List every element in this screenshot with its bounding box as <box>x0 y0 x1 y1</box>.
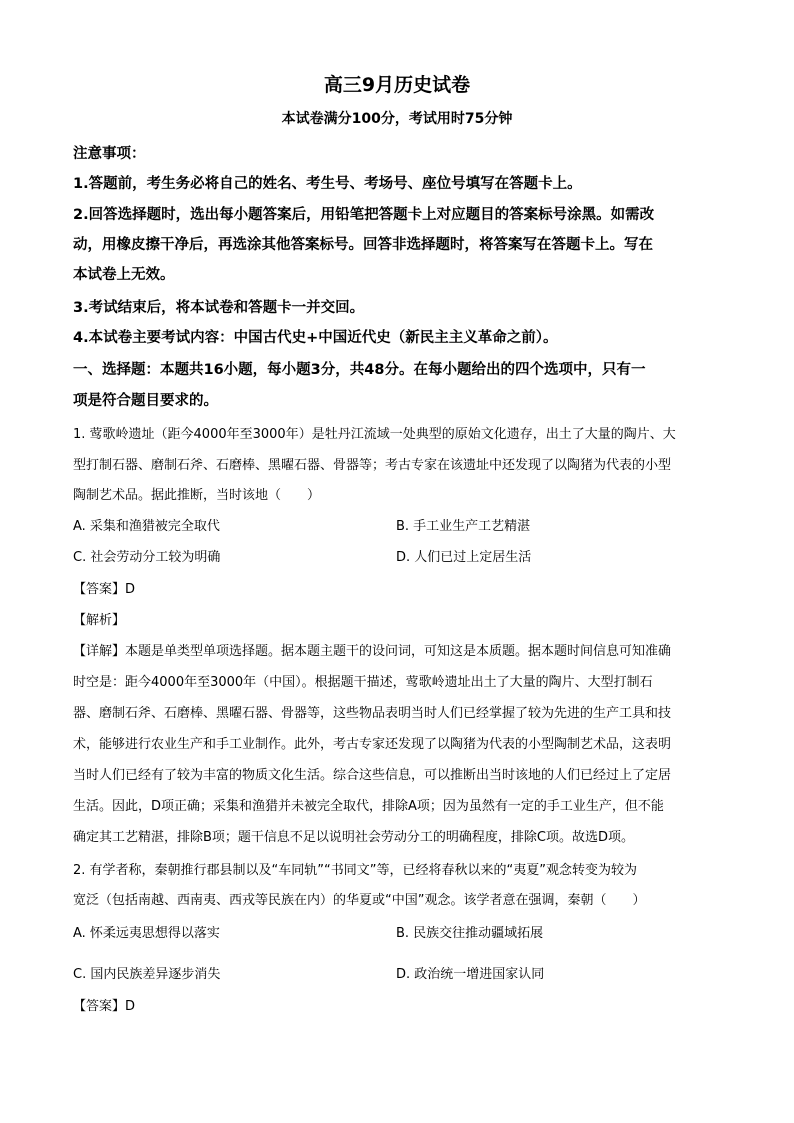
section-heading: 一、选择题：本题共16小题，每小题3分，共48分。在每小题给出的四个选项中，只有一 <box>73 362 646 378</box>
explanation-line: 【详解】本题是单类型单项选择题。据本题主题干的设问词，可知这是本质题。据本题时间信息可知准确 <box>73 644 672 659</box>
answer-label: 【答案】D <box>73 999 136 1014</box>
notice-heading: 注意事项： <box>73 146 146 162</box>
page-title: 高三9月历史试卷 <box>323 74 471 96</box>
explanation-line: 确定其工艺精湛，排除B项；题干信息不足以说明社会劳动分工的明确程度，排除C项。故选D项。 <box>73 830 635 845</box>
notice-line: 2.回答选择题时，选出每小题答案后，用铅笔把答题卡上对应题目的答案标号涂黑。如需改 <box>73 207 655 223</box>
notice-line: 4.本试卷主要考试内容：中国古代史+中国近代史（新民主主义革命之前）。 <box>73 330 558 346</box>
answer-label: 【答案】D <box>73 582 136 597</box>
page-subtitle: 本试卷满分100分，考试用时75分钟 <box>281 111 513 127</box>
notice-line: 动，用橡皮擦干净后，再选涂其他答案标号。回答非选择题时，将答案写在答题卡上。写在 <box>73 237 653 253</box>
explanation-line: 术，能够进行农业生产和手工业制作。此外，考古专家还发现了以陶猪为代表的小型陶制艺术品，这表明 <box>73 737 672 752</box>
notice-line: 3.考试结束后，将本试卷和答题卡一并交回。 <box>73 300 365 316</box>
explanation-line: 时空是：距今4000年至3000年（中国）。根据题干描述，莺歌岭遗址出土了大量的陶片、大型打制石 <box>73 675 653 690</box>
question-stem: 陶制艺术品。据此推断，当时该地（ ） <box>73 488 321 503</box>
notice-line: 本试卷上无效。 <box>73 267 175 283</box>
option-d: D. 政治统一增进国家认同 <box>396 967 545 982</box>
section-heading: 项是符合题目要求的。 <box>73 393 218 409</box>
option-d: D. 人们已过上定居生活 <box>396 550 532 565</box>
question-stem: 2. 有学者称，秦朝推行郡县制以及“车同轨”“书同文”等，已经将春秋以来的“夷夏”观念转变为较为 <box>73 863 637 878</box>
option-b: B. 民族交往推动疆域拓展 <box>396 926 544 941</box>
explanation-line: 生活。因此，D项正确；采集和渔猎并未被完全取代，排除A项；因为虽然有一定的手工业生产，但不能 <box>73 799 664 814</box>
question-stem: 1. 莺歌岭遗址（距今4000年至3000年）是牡丹江流域一处典型的原始文化遗存，出土了大量的陶片、大 <box>73 427 676 442</box>
option-b: B. 手工业生产工艺精湛 <box>396 519 531 534</box>
analysis-label: 【解析】 <box>73 613 126 628</box>
option-a: A. 采集和渔猎被完全取代 <box>73 519 220 534</box>
question-stem: 型打制石器、磨制石斧、石磨棒、黑曜石器、骨器等；考古专家在该遗址中还发现了以陶猪为代表的小型 <box>73 458 672 473</box>
option-a: A. 怀柔远夷思想得以落实 <box>73 926 220 941</box>
option-c: C. 国内民族差异逐步消失 <box>73 967 221 982</box>
question-stem: 宽泛（包括南越、西南夷、西戎等民族在内）的华夏或“中国”观念。该学者意在强调，秦朝（ ） <box>73 893 646 908</box>
explanation-line: 当时人们已经有了较为丰富的物质文化生活。综合这些信息，可以推断出当时该地的人们已经过上了定居 <box>73 768 672 783</box>
notice-line: 1.答题前，考生务必将自己的姓名、考生号、考场号、座位号填写在答题卡上。 <box>73 176 582 192</box>
explanation-line: 器、磨制石斧、石磨棒、黑曜石器、骨器等，这些物品表明当时人们已经掌握了较为先进的生产工具和技 <box>73 706 672 721</box>
option-c: C. 社会劳动分工较为明确 <box>73 550 221 565</box>
